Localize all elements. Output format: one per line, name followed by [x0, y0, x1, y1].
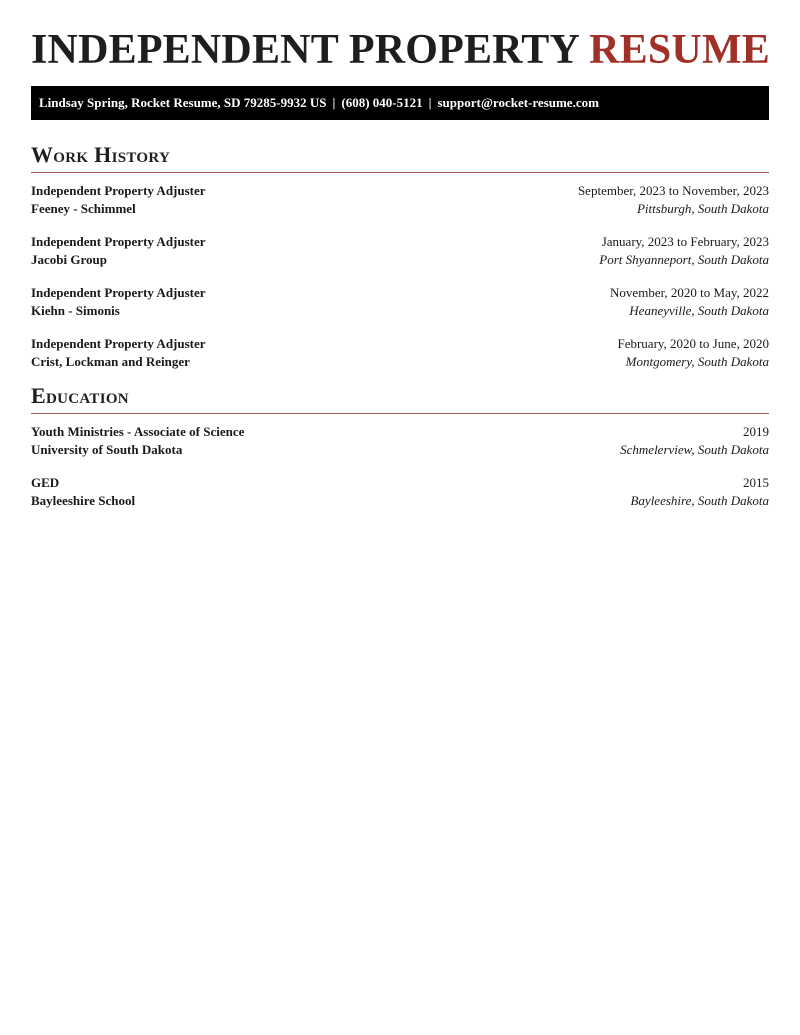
job-location: Port Shyanneport, South Dakota — [599, 252, 769, 267]
contact-email[interactable]: support@rocket-resume.com — [437, 95, 599, 110]
job-title: Independent Property Adjuster — [31, 285, 206, 300]
work-history-entry — [31, 335, 769, 371]
resume-title-main: INDEPENDENT PROPERTY — [31, 27, 579, 73]
job-dates: September, 2023 to November, 2023 — [577, 183, 769, 198]
job-company: Crist, Lockman and Reinger — [31, 354, 190, 369]
school-name: Bayleeshire School — [31, 493, 136, 508]
school-location: Bayleeshire, South Dakota — [630, 493, 769, 508]
contact-separator: | — [428, 95, 432, 110]
resume-title — [31, 28, 769, 72]
work-history-divider — [31, 172, 769, 173]
education-heading: Education — [31, 383, 129, 408]
job-location: Pittsburgh, South Dakota — [636, 201, 769, 216]
job-dates: February, 2020 to June, 2020 — [617, 336, 769, 351]
resume-title-accent: RESUME — [589, 27, 771, 73]
graduation-year: 2015 — [743, 475, 769, 490]
degree: GED — [31, 475, 60, 490]
job-title: Independent Property Adjuster — [31, 336, 206, 351]
education-entry — [31, 474, 769, 510]
work-history-entry — [31, 233, 769, 269]
graduation-year: 2019 — [743, 424, 769, 439]
job-company: Kiehn - Simonis — [31, 303, 120, 318]
work-history-heading: Work History — [31, 142, 171, 167]
job-company: Jacobi Group — [31, 252, 107, 267]
job-location: Heaneyville, South Dakota — [629, 303, 769, 318]
work-history-list — [31, 182, 769, 371]
education-entry — [31, 423, 769, 459]
job-dates: November, 2020 to May, 2022 — [610, 285, 769, 300]
job-title: Independent Property Adjuster — [31, 234, 206, 249]
contact-bar — [31, 86, 769, 120]
job-company: Feeney - Schimmel — [31, 201, 136, 216]
contact-address: Lindsay Spring, Rocket Resume, SD 79285-9932 US — [39, 95, 327, 110]
contact-separator: | — [332, 95, 336, 110]
school-location: Schmelerview, South Dakota — [620, 442, 769, 457]
education-divider — [31, 413, 769, 414]
degree: Youth Ministries - Associate of Science — [31, 424, 245, 439]
school-name: University of South Dakota — [31, 442, 183, 457]
education-list — [31, 423, 769, 510]
work-history-entry — [31, 284, 769, 320]
job-title: Independent Property Adjuster — [31, 183, 206, 198]
job-dates: January, 2023 to February, 2023 — [601, 234, 769, 249]
work-history-entry — [31, 182, 769, 218]
contact-phone: (608) 040-5121 — [341, 95, 423, 110]
job-location: Montgomery, South Dakota — [625, 354, 769, 369]
